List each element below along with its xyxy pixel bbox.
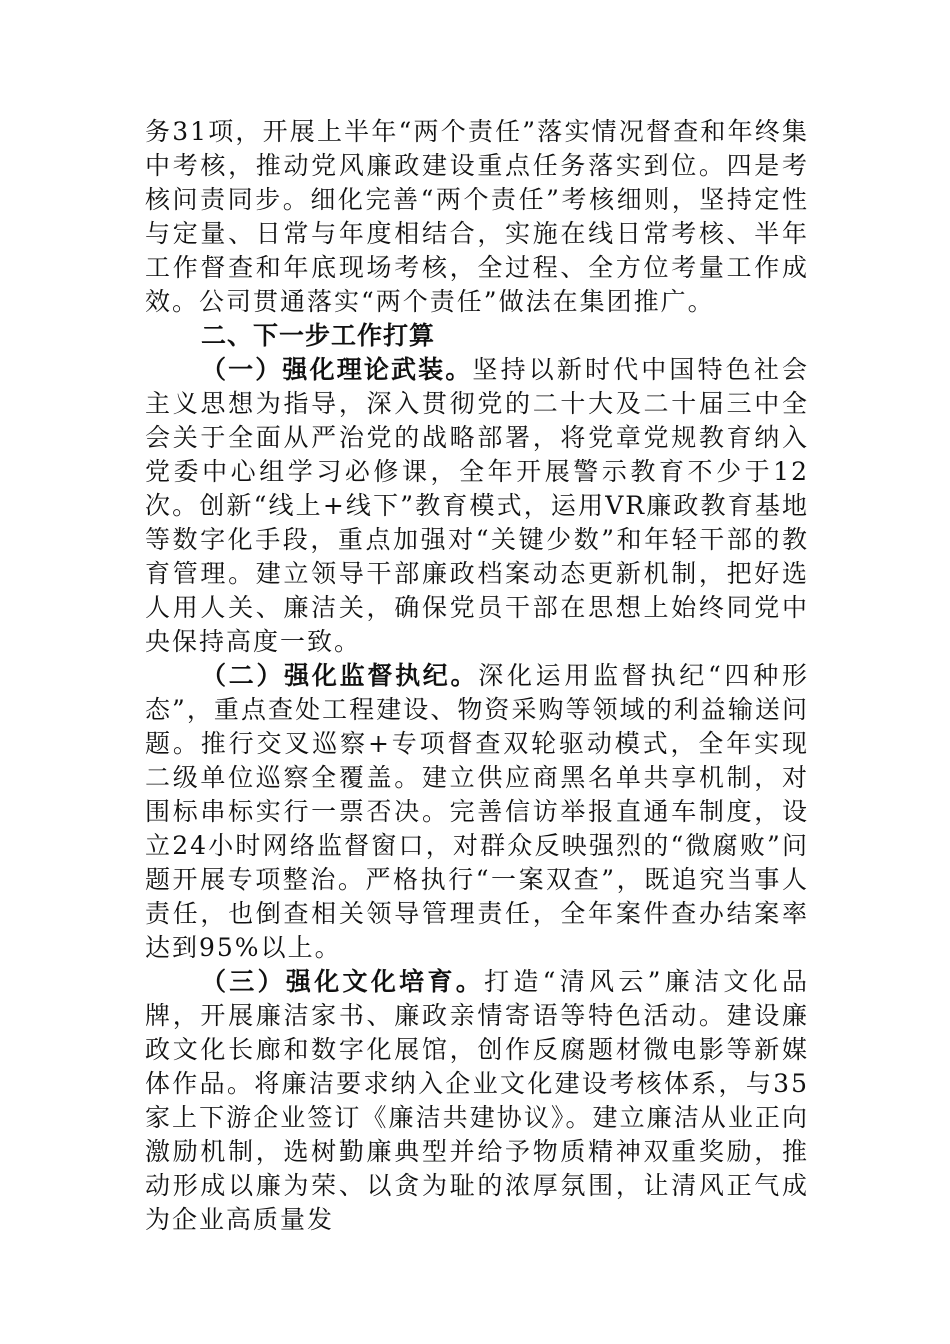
document-body <box>145 115 809 1237</box>
paragraph-text: 深化运用监督执纪“四种形态”，重点查处工程建设、物资采购等领域的利益输送问题。推行交叉巡察+专项督查双轮驱动模式，全年实现二级单位巡察全覆盖。建立供应商黑名单共享机制，对围标串标实行一票否决。完善信访举报直通车制度，设立24小时网络监督窗口，对群众反映强烈的“微腐败”问题开展专项整治。严格执行“一案双查”，既追究当事人责任，也倒查相关领导管理责任，全年案件查办结案率达到95%以上。 <box>145 661 809 962</box>
paragraph-lead: （一）强化理论武装。 <box>201 355 473 384</box>
paragraph-lead: （三）强化文化培育。 <box>201 967 485 996</box>
paragraph-supervision <box>145 659 809 965</box>
paragraph-lead: （二）强化监督执纪。 <box>201 661 479 690</box>
section-heading-text: 二、下一步工作打算 <box>201 321 436 350</box>
paragraph-culture <box>145 965 809 1237</box>
section-heading <box>145 319 809 353</box>
paragraph-text: 务31项，开展上半年“两个责任”落实情况督查和年终集中考核，推动党风廉政建设重点任务落实到位。四是考核问责同步。细化完善“两个责任”考核细则，坚持定性与定量、日常与年度相结合，实施在线日常考核、半年工作督查和年底现场考核，全过程、全方位考量工作成效。公司贯通落实“两个责任”做法在集团推广。 <box>145 117 809 316</box>
paragraph-theory <box>145 353 809 659</box>
paragraph-text: 坚持以新时代中国特色社会主义思想为指导，深入贯彻党的二十大及二十届三中全会关于全面从严治党的战略部署，将党章党规教育纳入党委中心组学习必修课，全年开展警示教育不少于12次。创新“线上+线下”教育模式，运用VR廉政教育基地等数字化手段，重点加强对“关键少数”和年轻干部的教育管理。建立领导干部廉政档案动态更新机制，把好选人用人关、廉洁关，确保党员干部在思想上始终同党中央保持高度一致。 <box>145 355 809 656</box>
paragraph-text: 打造“清风云”廉洁文化品牌，开展廉洁家书、廉政亲情寄语等特色活动。建设廉政文化长廊和数字化展馆，创作反腐题材微电影等新媒体作品。将廉洁要求纳入企业文化建设考核体系，与35家上下游企业签订《廉洁共建协议》。建立廉洁从业正向激励机制，选树勤廉典型并给予物质精神双重奖励，推动形成以廉为荣、以贪为耻的浓厚氛围，让清风正气成为企业高质量发 <box>145 967 809 1234</box>
paragraph-continuation <box>145 115 809 319</box>
